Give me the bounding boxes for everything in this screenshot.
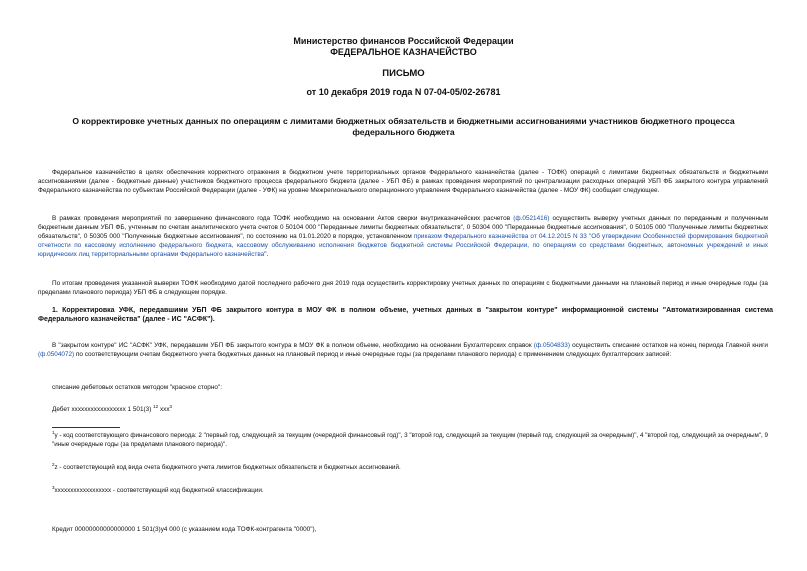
ministry-name: Министерство финансов Российской Федерации <box>293 36 514 46</box>
debit-tail: xxx <box>159 406 170 414</box>
footnote-text: xxxxxxxxxxxxxxxxxx - соответствующий код бюджетной классификации. <box>54 487 264 495</box>
document-subject: О корректировке учетных данных по операциям с лимитами бюджетных обязательств и бюджетными ассигнованиями участников бюджетного процесса федерального бюджета <box>72 116 735 137</box>
treasury-order-link[interactable]: приказом Федерального казначейства от 04.12.2015 N 33 "Об утверждении Особенностей формирования бюджетной отчетности по кассовому исполнению федерального бюджета, кассовому обслуживанию исполнения бюджетов бюджетной системы Российской Федерации, по операциям со средствами бюджетных, автономных учреждений и иных юридических лиц территориальными органами Федерального казначейства <box>38 233 768 258</box>
paragraph-reconciliation <box>38 214 768 259</box>
writeoff-method: списание дебетовых остатков методом "красное сторно": <box>52 384 222 391</box>
form-0504072-link[interactable]: (ф.0504072) <box>38 351 75 358</box>
footnote-marker: 1 <box>153 404 156 409</box>
paragraph-text: В "закрытом контуре" ИС "АСФК" УФК, передавшим УБП ФБ закрытого контура в МОУ ФК в полном объеме, необходимо на основании Бухгалтерских справок <box>52 342 534 349</box>
paragraph-text: В рамках проведения мероприятий по завершению финансового года ТОФК необходимо на основании Актов сверки внутриказначейских расчетов <box>52 215 514 222</box>
form-0521416-link[interactable]: (ф.0521416) <box>513 215 550 222</box>
debit-text: Дебет xxxxxxxxxxxxxxxxx 1 501(3) <box>52 406 154 414</box>
paragraph-intro: Федеральное казначейство в целях обеспечения корректного отражения в бюджетном учете территориальных органов Федерального казначейства (далее - ТОФК) операций с лимитами бюджетных обязательств и бюджетными ассигнованиями (далее - бюджетные данные) участников бюджетного процесса федерального бюджета (далее - УБП ФБ) в рамках проведения мероприятий по централизации расходных операций УБП ФБ закрытого контура управлений Федерального казначейства по субъектам Российской Федерации (далее - УФК) на уровне Межрегионального операционного управления Федерального казначейства (далее - МОУ ФК) сообщает следующее. <box>38 169 768 194</box>
footnote-marker: 2 <box>52 462 55 467</box>
footnote-3 <box>52 483 772 495</box>
footnote-marker: 3 <box>169 404 173 409</box>
document-type: ПИСЬМО <box>382 68 425 79</box>
form-0504833-link[interactable]: (ф.0504833) <box>533 342 570 349</box>
agency-name: ФЕДЕРАЛЬНОЕ КАЗНАЧЕЙСТВО <box>330 47 477 57</box>
paragraph-text: осуществить выверку учетных данных по переданным и полученным бюджетным данным УБП ФБ, учтенным по счетам аналитического учета счетов 0 50104 000 "Переданные лимиты бюджетных обязательств", 0 50304 000 "Переданные бюджетные ассигнования", 0 50105 000 "Полученные лимиты бюджетных обязательств", 0 50305 000 "Полученные бюджетные ассигнования", по состоянию на 01.01.2020 в порядке, установленном <box>38 215 768 240</box>
footnote-text: у - код соответствующего финансового периода: 2 "первый год, следующий за текущим (очередной финансовый год)", 3 "второй год, следующий за текущим (первый год, следующий за очередным)", 4 "второй год, следующий за очередным", 9 "иные очередные годы (за пределами планового периода)". <box>52 432 769 449</box>
paragraph-text: по соответствующим счетам бюджетного учета бюджетных данных на плановый период и иные очередные годы (за пределами планового периода) с применением следующих бухгалтерских записей: <box>74 351 672 358</box>
footnote-marker: 2 <box>155 404 159 409</box>
debit-entry <box>52 402 172 414</box>
paragraph-text: осуществить списание остатков на конец периода Главной книги <box>569 342 768 349</box>
footnote-2 <box>52 460 772 472</box>
paragraph-closed-contour <box>38 341 768 359</box>
section-1-heading: 1. Корректировка УФК, передавшими УБП ФБ закрытого контура в МОУ ФК в полном объеме, учетных данных в "закрытом контуре" информационной системы "Автоматизированная система Федерального казначейства" (далее - ИС "АСФК"). <box>38 307 773 323</box>
document-date-number: от 10 декабря 2019 года N 07-04-05/02-26781 <box>306 87 501 97</box>
credit-entry: Кредит 00000000000000000 1 501(3)у4 000 (с указанием кода ТОФК-контрагента "0000"), <box>52 526 317 533</box>
footnote-marker: 1 <box>52 430 55 435</box>
footnote-marker: 3 <box>52 485 55 490</box>
footnote-text: z - соответствующий код вида счета бюджетного учета лимитов бюджетных обязательств и бюджетных ассигнований. <box>54 464 401 472</box>
footnote-1 <box>52 428 772 449</box>
paragraph-text: ". <box>264 251 269 258</box>
paragraph-correction-order: По итогам проведения указанной выверки ТОФК необходимо датой последнего рабочего дня 2019 года осуществить корректировку учетных данных по операциям с бюджетными данными на плановый период и иные очередные годы (за пределами планового периода) УБП ФБ в следующем порядке. <box>38 280 768 296</box>
